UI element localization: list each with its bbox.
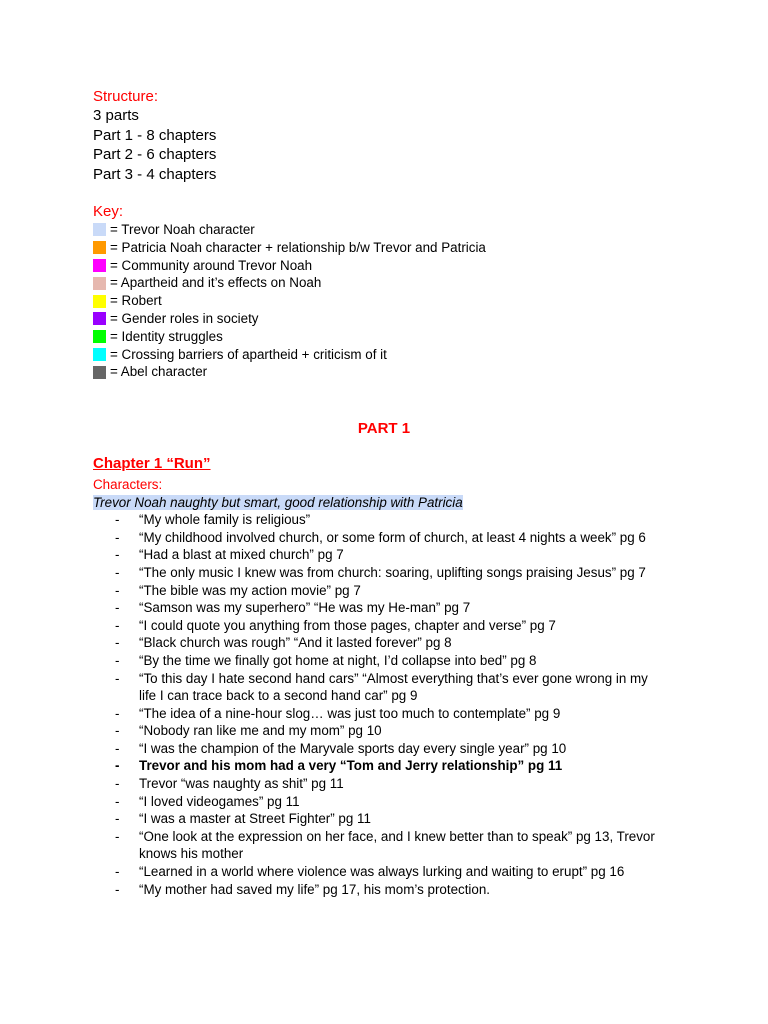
key-item <box>93 292 683 310</box>
quote-item <box>93 828 667 863</box>
key-list <box>93 221 683 381</box>
key-item-label: = Robert <box>110 293 162 309</box>
quote-text: “My mother had saved my life” pg 17, his mom’s protection. <box>139 881 491 897</box>
bullet-dash: - <box>115 881 120 897</box>
bullet-dash: - <box>115 652 120 668</box>
part-title: PART 1 <box>357 420 411 438</box>
bullet-dash: - <box>115 740 120 756</box>
quote-text: Trevor “was naughty as shit” pg 11 <box>139 776 344 792</box>
document-page <box>93 85 683 898</box>
structure-line: Part 3 - 4 chapters <box>93 165 217 183</box>
bullet-dash: - <box>115 705 120 721</box>
bullet-dash: - <box>115 582 120 598</box>
chapter-title: Chapter 1 “Run” <box>93 455 211 473</box>
key-item-label: = Gender roles in society <box>110 310 259 326</box>
bullet-dash: - <box>115 600 120 616</box>
color-swatch <box>93 223 106 236</box>
structure-line: 3 parts <box>93 107 139 124</box>
quote-item <box>93 511 667 529</box>
quote-text: “Black church was rough” “And it lasted forever” pg 8 <box>139 635 452 651</box>
quote-item <box>93 793 667 811</box>
key-item-label: = Crossing barriers of apartheid + criticism of it <box>110 346 387 362</box>
key-item-label: = Trevor Noah character <box>110 222 255 237</box>
quote-text: “Nobody ran like me and my mom” pg 10 <box>139 723 382 739</box>
key-item-label: = Abel character <box>110 364 208 380</box>
quote-text: “One look at the expression on her face, and I knew better than to speak” pg 13, Trevor knows his mother <box>139 828 655 862</box>
key-item <box>93 328 683 346</box>
quote-item <box>93 529 667 547</box>
quote-text: “The bible was my action movie” pg 7 <box>139 582 361 598</box>
quote-item <box>93 546 667 564</box>
quote-text: “The idea of a nine-hour slog… was just too much to contemplate” pg 9 <box>139 705 561 721</box>
quote-item <box>93 863 667 881</box>
characters-label: Characters: <box>93 477 163 493</box>
color-swatch <box>93 366 106 379</box>
key-item <box>93 257 683 275</box>
quote-item <box>93 670 667 705</box>
key-item <box>93 274 683 292</box>
quote-text: “I could quote you anything from those pages, chapter and verse” pg 7 <box>139 617 556 633</box>
quote-item <box>93 617 667 635</box>
structure-line: Part 1 - 8 chapters <box>93 126 217 144</box>
structure-heading: Structure: <box>93 88 159 105</box>
quote-text: “My whole family is religious” <box>139 512 311 528</box>
key-item <box>93 363 683 381</box>
key-item <box>93 346 683 364</box>
bullet-dash: - <box>115 547 120 563</box>
bullet-dash: - <box>115 670 120 686</box>
bullet-dash: - <box>115 617 120 633</box>
quote-item <box>93 881 667 899</box>
structure-list <box>93 106 683 184</box>
quote-item <box>93 810 667 828</box>
quote-text: “I was a master at Street Fighter” pg 11 <box>139 811 371 827</box>
quote-list <box>93 511 683 898</box>
color-swatch <box>93 277 106 290</box>
bullet-dash: - <box>115 776 120 792</box>
quote-item <box>93 652 667 670</box>
key-item <box>93 310 683 328</box>
bullet-dash: - <box>115 529 120 545</box>
color-swatch <box>93 330 106 343</box>
bullet-dash: - <box>115 828 120 844</box>
quote-item <box>93 599 667 617</box>
highlighted-summary: Trevor Noah naughty but smart, good relationship with Patricia <box>93 494 463 510</box>
key-item-label: = Identity struggles <box>110 328 223 344</box>
quote-text: “I was the champion of the Maryvale sports day every single year” pg 10 <box>139 740 567 756</box>
quote-item <box>93 740 667 758</box>
color-swatch <box>93 259 106 272</box>
bullet-dash: - <box>115 723 120 739</box>
quote-text: “By the time we finally got home at night, I’d collapse into bed” pg 8 <box>139 652 537 668</box>
bullet-dash: - <box>115 758 120 774</box>
quote-text: “My childhood involved church, or some form of church, at least 4 nights a week” pg 6 <box>139 529 646 545</box>
character-summary <box>93 494 683 512</box>
color-swatch <box>93 312 106 325</box>
quote-text: “Learned in a world where violence was always lurking and waiting to erupt” pg 16 <box>139 864 625 880</box>
color-swatch <box>93 295 106 308</box>
key-item-label: = Patricia Noah character + relationship b/w Trevor and Patricia <box>110 239 486 255</box>
key-item-label: = Apartheid and it’s effects on Noah <box>110 275 322 291</box>
bullet-dash: - <box>115 635 120 651</box>
quote-item <box>93 757 667 775</box>
quote-item <box>93 722 667 740</box>
quote-text: “I loved videogames” pg 11 <box>139 793 300 809</box>
quote-text: “Had a blast at mixed church” pg 7 <box>139 547 344 563</box>
quote-item <box>93 775 667 793</box>
quote-item <box>93 705 667 723</box>
quote-item <box>93 582 667 600</box>
key-item <box>93 239 683 257</box>
structure-line: Part 2 - 6 chapters <box>93 146 217 163</box>
bullet-dash: - <box>115 793 120 809</box>
quote-item <box>93 564 667 582</box>
key-item-label: = Community around Trevor Noah <box>110 257 313 273</box>
quote-text: “The only music I knew was from church: soaring, uplifting songs praising Jesus” pg 7 <box>139 564 646 580</box>
bullet-dash: - <box>115 811 120 827</box>
key-item <box>93 221 683 239</box>
quote-item <box>93 634 667 652</box>
quote-text: “Samson was my superhero” “He was my He-man” pg 7 <box>139 600 471 616</box>
quote-text: “To this day I hate second hand cars” “Almost everything that’s ever gone wrong in my life I can trace back to a second hand car” pg 9 <box>139 670 648 704</box>
color-swatch <box>93 348 106 361</box>
bullet-dash: - <box>115 864 120 880</box>
bullet-dash: - <box>115 564 120 580</box>
key-heading: Key: <box>93 203 124 220</box>
color-swatch <box>93 241 106 254</box>
bullet-dash: - <box>115 512 120 528</box>
quote-text: Trevor and his mom had a very “Tom and Jerry relationship” pg 11 <box>139 758 563 774</box>
